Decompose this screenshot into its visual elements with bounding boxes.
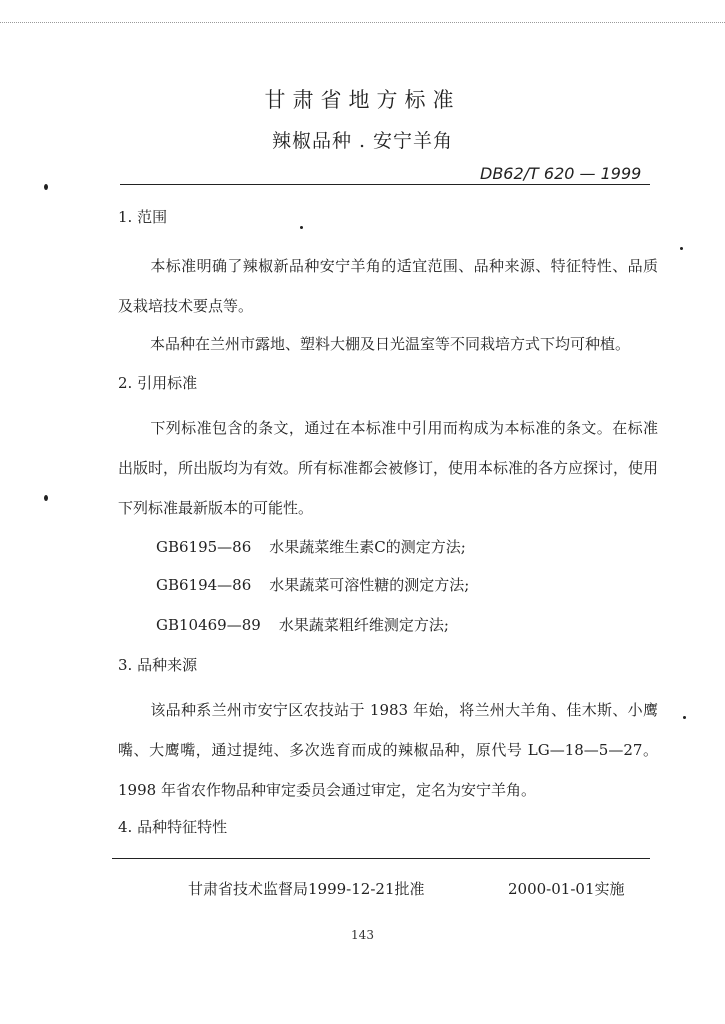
reference-code: GB6195—86 <box>156 538 252 556</box>
reference-text: 水果蔬菜粗纤维测定方法; <box>278 616 449 634</box>
section-4-heading: 4. 品种特征特性 <box>118 818 228 836</box>
section-3-heading: 3. 品种来源 <box>118 656 198 674</box>
reference-item <box>156 614 449 635</box>
issue-date: 甘肃省技术监督局1999-12-21批准 <box>188 880 425 898</box>
reference-text: 水果蔬菜可溶性糖的测定方法; <box>269 576 470 594</box>
section-2-paragraph-1: 下列标准包含的条文，通过在本标准中引用而构成为本标准的条文。在标准出版时，所出版均为有效。所有标准都会被修订，使用本标准的各方应探讨，使用下列标准最新版本的可能性。 <box>118 419 659 517</box>
scan-speck <box>44 184 48 190</box>
reference-code: GB10469—89 <box>156 616 261 634</box>
section-3-paragraph-1: 该品种系兰州市安宁区农技站于 1983 年始，将兰州大羊角、佳木斯、小鹰嘴、大鹰嘴，通过提纯、多次选育而成的辣椒品种，原代号 LG—18—5—27。1998 年省农作物品种审定委员会通过审定，定名为安宁羊角。 <box>118 701 658 799</box>
standard-subtitle: 辣椒品种 . 安宁羊角 <box>271 130 454 152</box>
reference-item <box>156 574 469 595</box>
header-rule <box>120 184 650 185</box>
section-1-heading: 1. 范围 <box>118 208 168 226</box>
reference-code: GB6194—86 <box>156 576 252 594</box>
standard-title: 甘肃省地方标准 <box>264 88 461 112</box>
section-2-heading: 2. 引用标准 <box>118 374 198 392</box>
reference-text: 水果蔬菜维生素C的测定方法; <box>269 538 466 556</box>
scan-speck <box>44 495 48 501</box>
section-1-paragraph-2: 本品种在兰州市露地、塑料大棚及日光温室等不同栽培方式下均可种植。 <box>150 335 631 353</box>
effective-date: 2000-01-01实施 <box>508 880 625 898</box>
section-1-paragraph-1: 本标准明确了辣椒新品种安宁羊角的适宜范围、品种来源、特征特性、品质及栽培技术要点等。 <box>118 257 658 315</box>
scan-speck <box>683 716 686 719</box>
scan-speck <box>300 226 303 229</box>
reference-item <box>156 536 466 557</box>
page-number: 143 <box>351 928 374 942</box>
scan-speck <box>680 247 683 250</box>
standard-code: DB62/T 620 — 1999 <box>480 164 642 183</box>
scan-artifact-line <box>0 22 725 23</box>
footer-rule <box>112 858 650 859</box>
